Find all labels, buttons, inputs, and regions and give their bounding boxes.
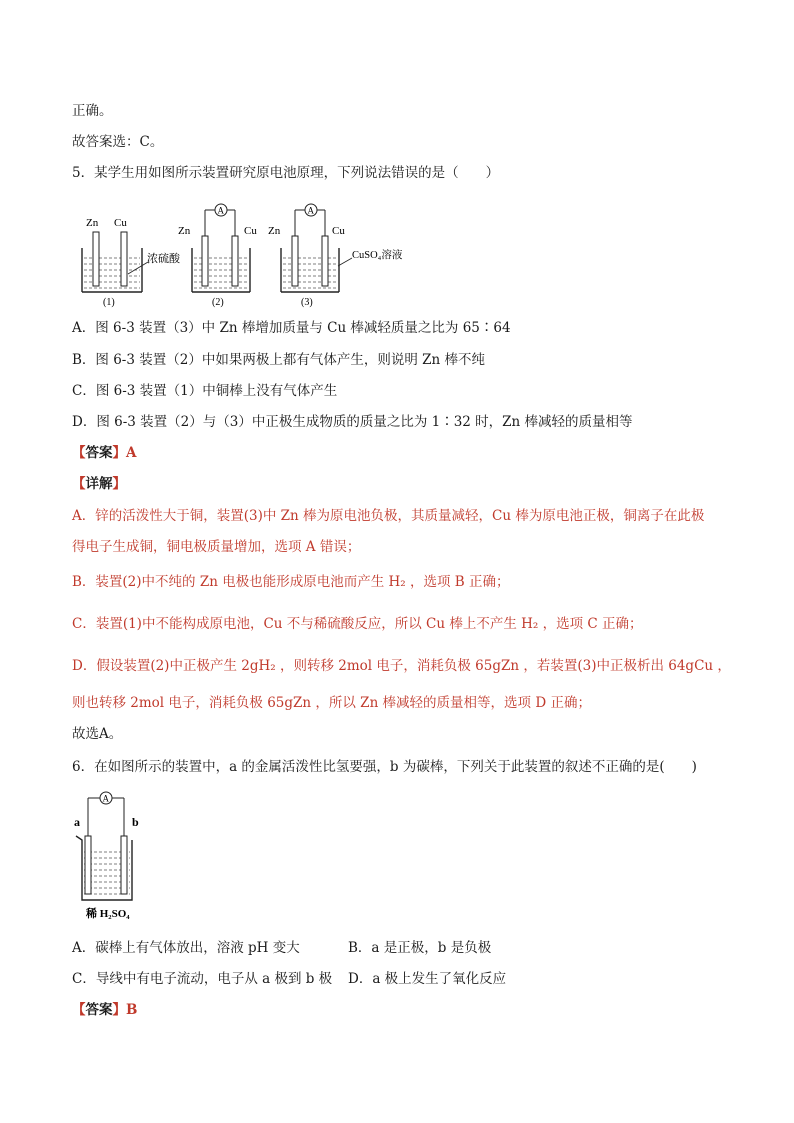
beaker-2 [178,204,257,308]
q5-option-a: A．图 6-3 装置（3）中 Zn 棒增加质量与 Cu 棒减轻质量之比为 65∶64 [72,320,511,336]
beaker2-cu-label: Cu [244,225,257,237]
q5-option-d: D．图 6-3 装置（2）与（3）中正极生成物质的质量之比为 1∶32 时，Zn 棒减轻的质量相等 [72,414,633,430]
ammeter-2-label: A [217,205,224,216]
answer-word: 答案 [85,445,113,461]
detail-word: 详解 [85,476,113,492]
q6-option-a: A．碳棒上有气体放出，溶液 pH 变大 [72,940,300,956]
beaker2-zn-label: Zn [178,225,191,237]
q5-option-c: C．图 6-3 装置（1）中铜棒上没有气体产生 [72,383,338,399]
beaker-1 [82,217,181,308]
q6-option-b: B．a 是正极，b 是负极 [348,940,492,956]
beaker-3 [268,204,403,308]
dilute-acid-label: 稀 H₂SO₄ [86,908,130,920]
q6-answer-word: 答案 [85,1002,113,1018]
electrode-a [85,836,91,894]
detail-bracket-close: 】 [112,476,126,492]
q5-stem: 5．某学生用如图所示装置研究原电池原理，下列说法错误的是（ ） [72,165,500,181]
q6-ammeter-label: A [102,793,109,804]
detail-a-line1: A．锌的活泼性大于铜，装置(3)中 Zn 棒为原电池负极，其质量减轻，Cu 棒为原电池正极，铜离子在此极 [72,508,705,524]
q6-answer [72,1000,137,1020]
electrode-b [121,836,127,894]
beaker1-cu-label: Cu [114,217,127,229]
electrode-b-label: b [132,815,139,829]
ammeter-3-label: A [307,205,314,216]
q5-detail-heading [72,474,126,494]
detail-d-line2: 则也转移 2mol 电子，消耗负极 65gZn ，所以 Zn 棒减轻的质量相等，选项 D 正确； [72,695,591,711]
beaker3-cu-label: Cu [332,225,345,237]
answer-bracket-open: 【 [72,445,86,461]
q6-answer-value: B [126,1002,138,1018]
label-3: (3) [301,297,313,308]
q6-option-d: D．a 极上发生了氧化反应 [348,971,507,987]
q6-stem: 6．在如图所示的装置中，a 的金属活泼性比氢要强，b 为碳棒，下列关于此装置的叙述不正确的是( ) [72,759,697,775]
q6-figure [72,790,182,922]
detail-a-line2: 得电子生成铜，铜电极质量增加，选项 A 错误； [72,539,361,555]
detail-b: B．装置(2)中不纯的 Zn 电极也能形成原电池而产生 H₂ ，选项 B 正确； [72,574,510,590]
detail-bracket-open: 【 [72,476,86,492]
label-1: (1) [103,297,115,308]
answer-value: A [126,445,137,461]
prev-answer-line: 故答案选：C。 [72,134,164,150]
detail-d-line1: D．假设装置(2)中正极产生 2gH₂ ，则转移 2mol 电子，消耗负极 65gZn ，若装置(3)中正极析出 64gCu ， [72,658,731,674]
beaker1-zn-label: Zn [86,217,99,229]
label-2: (2) [212,297,224,308]
cuso4-label: CuSO₄溶液 [352,250,403,261]
q5-answer [72,443,136,463]
answer-bracket-close: 】 [112,445,126,461]
q6-option-c: C．导线中有电子流动，电子从 a 极到 b 极 [72,971,333,987]
conc-acid-label: 浓硫酸 [147,253,180,265]
beaker3-zn-label: Zn [268,225,281,237]
detail-c: C．装置(1)中不能构成原电池，Cu 不与稀硫酸反应，所以 Cu 棒上不产生 H₂ ，选项 C 正确； [72,616,643,632]
q5-option-b: B．图 6-3 装置（2）中如果两极上都有气体产生，则说明 Zn 棒不纯 [72,352,485,368]
q5-figure [72,196,432,308]
q6-answer-bracket-open: 【 [72,1002,86,1018]
prev-line-correct: 正确。 [72,103,113,119]
detail-conclusion: 故选A。 [72,726,123,742]
q6-answer-bracket-close: 】 [112,1002,126,1018]
electrode-a-label: a [74,815,80,829]
